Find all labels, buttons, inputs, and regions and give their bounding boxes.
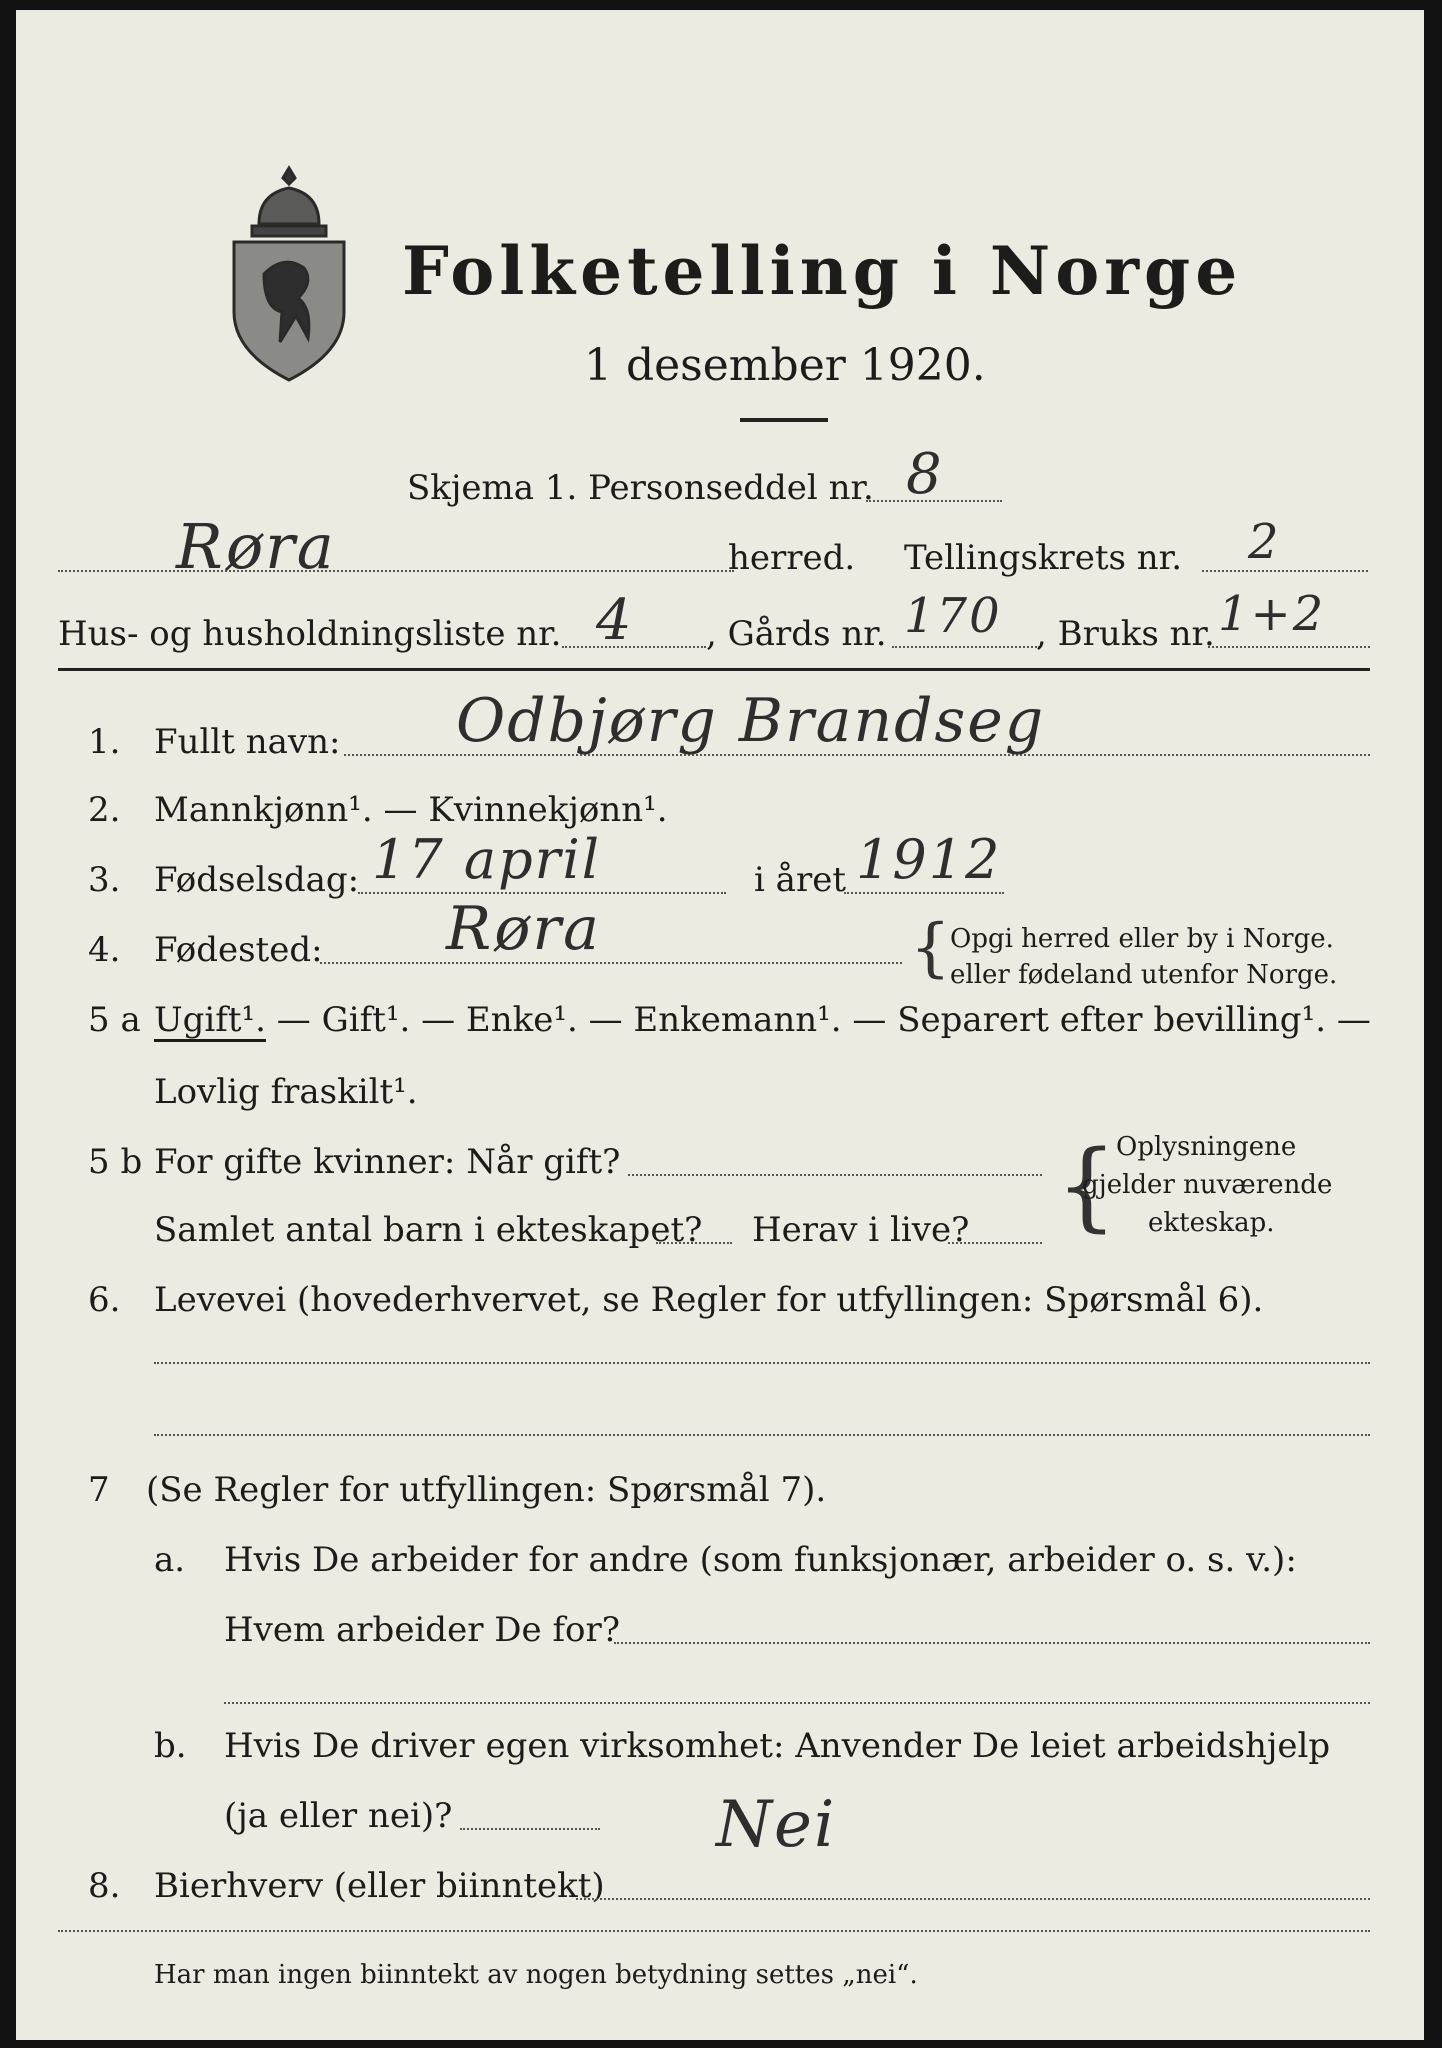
birthplace-note-2: eller fødeland utenfor Norge. xyxy=(950,960,1338,990)
personseddel-number: 8 xyxy=(906,442,944,507)
q2-number: 2. xyxy=(88,790,121,830)
q7-label: (Se Regler for utfyllingen: Spørsmål 7). xyxy=(146,1470,827,1510)
marriage-note-3: ekteskap. xyxy=(1148,1208,1275,1238)
q3-label: Fødselsdag: xyxy=(154,860,360,900)
footer-note: Har man ingen biinntekt av nogen betydning settes „nei“. xyxy=(154,1960,918,1990)
hus-label: Hus- og husholdningsliste nr. xyxy=(58,614,562,654)
gards-label: , Gårds nr. xyxy=(706,614,887,654)
marriage-note-2: gjelder nuværende xyxy=(1082,1170,1333,1200)
herred-label: herred. xyxy=(728,538,856,578)
q5b-number: 5 b xyxy=(88,1142,143,1182)
q2-sex-options: Mannkjønn¹. — Kvinnekjønn¹. xyxy=(154,790,668,830)
q1-label: Fullt navn: xyxy=(154,722,341,762)
birthday-value: 17 april xyxy=(372,828,601,891)
year-label: i året xyxy=(754,860,846,900)
q5a-line2: Lovlig fraskilt¹. xyxy=(154,1072,418,1112)
q5b-married-label: For gifte kvinner: Når gift? xyxy=(154,1142,621,1182)
q5a-options: Ugift¹. — Gift¹. — Enke¹. — Enkemann¹. — Separert efter bevilling¹. — xyxy=(154,1000,1371,1040)
male-option: Mannkjønn¹. xyxy=(154,790,373,830)
census-form: Folketelling i Norge 1 desember 1920. Skjema 1. Personseddel nr. 8 Røra herred. Tellingskrets nr. 2 Hus- og husholdningsliste nr. 4 , Gårds nr. 170 , Bruks nr. 1+2 1. Fullt navn: Odbjørg Brandseg 2. Mannkjønn¹. — Kvinnekjønn¹. 3. Fødselsdag: 17 april i året 1912 4. Fødested: Røra { Opgi herred eller by i Norge. eller fødeland utenfor Norge. 5 a Ugift¹. — Gift¹. — Enke¹. — Enkemann¹. — Separert efter bevilling¹. — Lovlig fraskilt¹. 5 b For gifte kvinner: Når gift? Samlet antal barn i ekteskapet? Herav i live? { Oplysningene gjelder nuværende ekteskap. 6. Levevei (hovederhvervet, se Regler for utfyllingen: Spørsmål 6). 7 (Se Regler for utfyllingen: Spørsmål 7). a. Hvis De arbeider for andre (som funksjonær, arbeider o. s. v.): Hvem arbeider De for? b. Hvis De driver egen virksomhet: Anvender De leiet arbeidshjelp (ja eller nei)? 8. Bierhverv (eller biinntekt) Nei Har man ingen biinntekt av nogen betydning settes „nei“. xyxy=(16,10,1424,2040)
q7a-letter: a. xyxy=(154,1540,186,1580)
q7b-text: Hvis De driver egen virksomhet: Anvender De leiet arbeidshjelp xyxy=(224,1726,1331,1766)
bruks-value: 1+2 xyxy=(1218,586,1326,642)
q7b-question: (ja eller nei)? xyxy=(224,1796,453,1836)
full-name-value: Odbjørg Brandseg xyxy=(456,686,1046,756)
tellingskrets-value: 2 xyxy=(1248,514,1281,570)
q4-label: Fødested: xyxy=(154,930,323,970)
q6-number: 6. xyxy=(88,1280,121,1320)
schema-label: Skjema 1. Personseddel nr. xyxy=(407,468,874,508)
title-divider xyxy=(740,418,828,422)
q7b-letter: b. xyxy=(154,1726,187,1766)
form-title: Folketelling i Norge xyxy=(402,232,1243,310)
ugift-option: Ugift¹. xyxy=(154,1000,266,1040)
birthplace-value: Røra xyxy=(446,894,601,964)
q5a-number: 5 a xyxy=(88,1000,141,1040)
q7-number: 7 xyxy=(88,1470,110,1510)
tellingskrets-label: Tellingskrets nr. xyxy=(904,538,1183,578)
bierhverv-value: Nei xyxy=(716,1788,837,1862)
birth-year-value: 1912 xyxy=(856,828,1002,891)
q7a-text: Hvis De arbeider for andre (som funksjonær, arbeider o. s. v.): xyxy=(224,1540,1297,1580)
q7a-question: Hvem arbeider De for? xyxy=(224,1610,620,1650)
coat-of-arms-icon xyxy=(224,164,354,384)
q4-number: 4. xyxy=(88,930,121,970)
gards-value: 170 xyxy=(904,588,1002,644)
q8-label: Bierhverv (eller biinntekt) xyxy=(154,1866,605,1906)
q6-label: Levevei (hovederhvervet, se Regler for utfyllingen: Spørsmål 6). xyxy=(154,1280,1264,1320)
herred-value: Røra xyxy=(176,510,336,583)
female-option: Kvinnekjønn¹. xyxy=(428,790,668,830)
q5b-children-label: Samlet antal barn i ekteskapet? xyxy=(154,1210,703,1250)
q3-number: 3. xyxy=(88,860,121,900)
bruks-label: , Bruks nr. xyxy=(1036,614,1215,654)
census-date: 1 desember 1920. xyxy=(584,340,986,391)
header-rule xyxy=(58,668,1370,671)
hus-value: 4 xyxy=(596,588,634,653)
marriage-note-1: Oplysningene xyxy=(1116,1132,1297,1162)
q1-number: 1. xyxy=(88,722,121,762)
q5b-alive-label: Herav i live? xyxy=(752,1210,970,1250)
q8-number: 8. xyxy=(88,1866,121,1906)
birthplace-note-1: Opgi herred eller by i Norge. xyxy=(950,924,1334,954)
